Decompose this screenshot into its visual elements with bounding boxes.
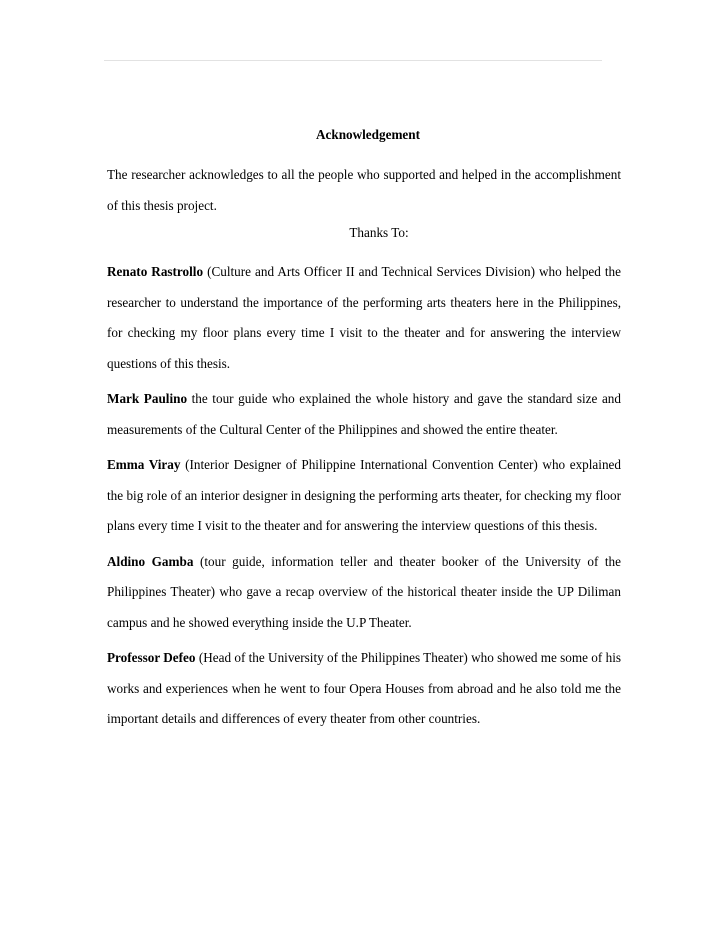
entry-name: Professor Defeo	[107, 650, 196, 665]
entry-text: (Culture and Arts Officer II and Technical Services Division) who helped the researcher to understand the importance of the performing arts theaters here in the Philippines, for checking my floor plans every time I visit to the theater and for answering the interview questions of this thesis.	[107, 264, 621, 371]
entry-mark-paulino	[107, 384, 621, 445]
entry-text: (tour guide, information teller and theater booker of the University of the Philippines Theater) who gave a recap overview of the historical theater inside the UP Diliman campus and he showed everything inside the U.P Theater.	[107, 553, 621, 630]
thanks-heading: Thanks To:	[349, 225, 409, 240]
entry-name: Mark Paulino	[107, 391, 188, 406]
entry-text: (Interior Designer of Philippine International Convention Center) who explained the big role of an interior designer in designing the performing arts theater, for checking my floor plans every time I visit to the theater and for answering the interview questions of this thesis.	[107, 457, 621, 533]
entry-professor-defeo	[107, 643, 621, 735]
entry-text: the tour guide who explained the whole history and gave the standard size and measurements of the Cultural Center of the Philippines and showed the entire theater.	[107, 391, 621, 437]
entry-text: (Head of the University of the Philippines Theater) who showed me some of his works and experiences when he went to four Opera Houses from abroad and he also told me the important details and differences of every theater from other countries.	[107, 650, 621, 726]
entry-name: Emma Viray	[107, 457, 181, 472]
entry-aldino-gamba	[107, 547, 621, 639]
entry-renato-rastrollo	[107, 257, 621, 379]
entry-name: Aldino Gamba	[107, 553, 194, 569]
intro-paragraph: The researcher acknowledges to all the people who supported and helped in the accomplishment of this thesis project.	[107, 167, 621, 213]
document-title: Acknowledgement	[315, 127, 421, 142]
page-top-divider	[104, 60, 602, 61]
document-page	[107, 126, 621, 740]
entry-name: Renato Rastrollo	[107, 264, 204, 279]
entry-emma-viray	[107, 450, 621, 542]
